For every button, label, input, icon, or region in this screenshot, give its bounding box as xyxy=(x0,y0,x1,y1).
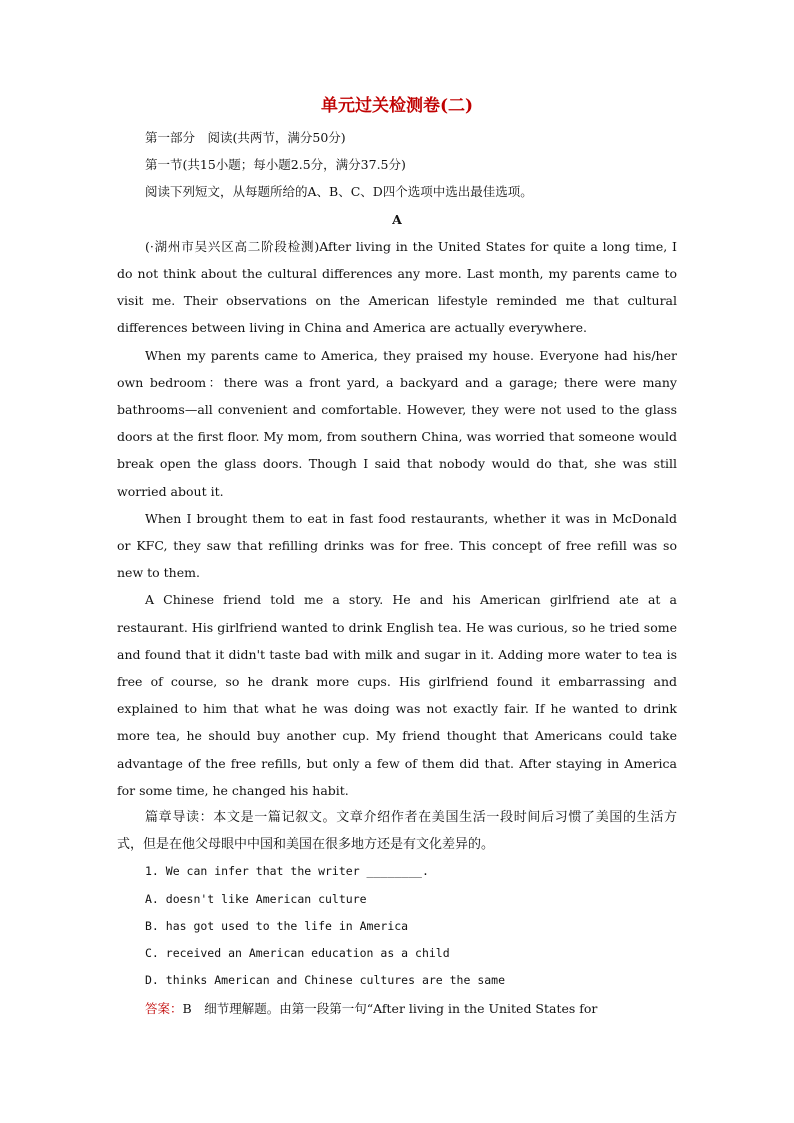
section-header: 第一节(共15小题；每小题2.5分，满分37.5分) xyxy=(145,157,406,173)
instructions: 阅读下列短文，从每题所给的A、B、C、D四个选项中选出最佳选项。 xyxy=(145,184,533,200)
answer-text: B 细节理解题。由第一段第一句“After living in the United States for xyxy=(182,1000,598,1016)
document-title: 单元过关检测卷(二) xyxy=(320,96,474,116)
document-page xyxy=(117,94,677,1022)
passage-guide: 篇章导读：本文是一篇记叙文。文章介绍作者在美国生活一段时间后习惯了美国的生活方式，但是在他父母眼中中国和美国在很多地方还是有文化差异的。 xyxy=(117,810,677,853)
answer-label: 答案： xyxy=(145,1000,183,1016)
passage-paragraph: When I brought them to eat in fast food restaurants, whether it was in McDonald or KFC, they saw that refilling drinks was for free. This concept of free refill was so new to them. xyxy=(117,510,677,581)
question-option-a: A. doesn't like American culture xyxy=(145,891,367,906)
passage-label: A xyxy=(392,211,402,227)
answer-line xyxy=(117,995,677,1022)
passage-paragraph: A Chinese friend told me a story. He and his American girlfriend ate at a restaurant. His girlfriend wanted to drink English tea. He was curious, so he tried some and found that it didn't taste bad with milk and sugar in it. Adding more water to tea is free of course, so he drank more cups. His girlfriend found it embarrassing and explained to him that what he was doing was not exactly fair. If he wanted to drink more tea, he should buy another cup. My friend thought that Americans could take advantage of the free refills, but only a few of them did that. After staying in America for some time, he changed his habit. xyxy=(117,592,677,798)
question-option-c: C. received an American education as a child xyxy=(145,946,450,961)
passage-paragraph: When my parents came to America, they praised my house. Everyone had his/her own bedroom：there was a front yard, a backyard and a garage; there were many bathrooms—all convenient and comfortable. However, they were not used to the glass doors at the first floor. My mom, from southern China, was worried that someone would break open the glass doors. Though I said that nobody would do that, she was still worried about it. xyxy=(117,347,677,499)
passage-paragraph: (·湖州市吴兴区高二阶段检测)After living in the United States for quite a long time, I do not think about the cultural differences any more. Last month, my parents came to visit me. Their observations on the American lifestyle reminded me that cultural differences between living in China and America are actually everywhere. xyxy=(117,238,677,336)
question-option-b: B. has got used to the life in America xyxy=(145,918,409,933)
question-stem: 1. We can infer that the writer ________. xyxy=(145,864,429,879)
part-header: 第一部分 阅读(共两节，满分50分) xyxy=(145,130,346,145)
question-option-d: D. thinks American and Chinese cultures are the same xyxy=(145,973,506,988)
